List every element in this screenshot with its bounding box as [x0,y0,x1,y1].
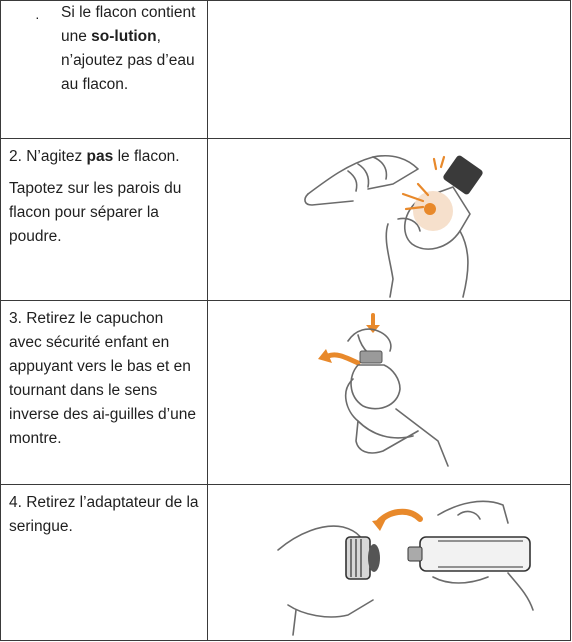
step-text-cell [1,1,208,139]
table-row [1,301,571,485]
bullet-text-bold: so-lution [91,28,157,45]
step-2-line1-before: 2. N’agitez [9,148,87,165]
step-4-text: 4. Retirez l’adaptateur de la seringue. [9,494,199,535]
bullet-text-before: Si le flacon contient une [61,4,196,45]
step-image-cell [208,301,571,485]
bullet-dot: · [35,9,40,25]
step-image-cell [208,485,571,641]
table-row [1,485,571,641]
table-row [1,139,571,301]
step-2-text [1,139,207,249]
bullet-item [1,1,207,97]
step-2-line2: Tapotez sur les parois du flacon pour séparer la poudre. [9,180,182,245]
press-and-turn-cap-icon [208,301,570,483]
remove-syringe-adapter-icon [208,485,570,639]
step-image-cell [208,1,571,139]
step-3-text: 3. Retirez le capuchon avec sécurité enfant en appuyant vers le bas et en tournant dans le sens inverse des ai-guilles d’une montre. [9,310,196,447]
step-text-cell [1,485,208,641]
step-image-cell [208,139,571,301]
bullet-text-after: , n’ajoutez pas d’eau au flacon. [61,28,195,93]
hand-tapping-vial-icon [208,139,570,299]
table-row [1,1,571,139]
step-2-line1-bold: pas [86,148,114,165]
step-text-cell [1,301,208,485]
step-2-line1-after: le flacon. [113,148,180,165]
step-text-cell [1,139,208,301]
